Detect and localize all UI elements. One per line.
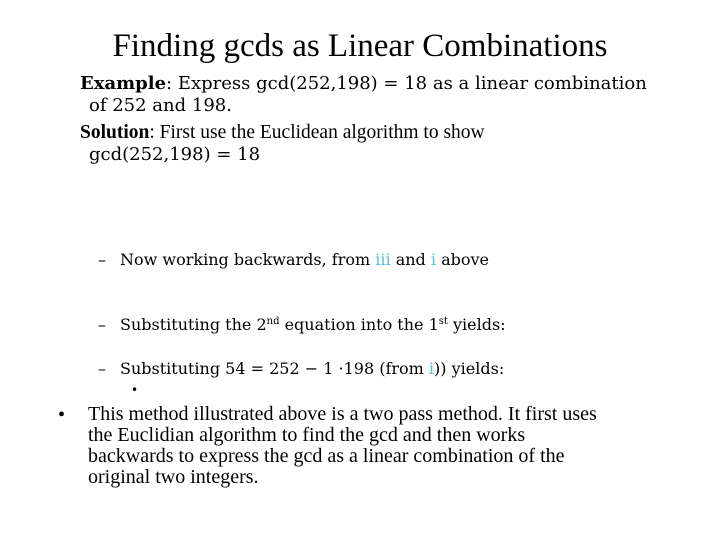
solution-paragraph bbox=[80, 122, 680, 166]
slide-title: Finding gcds as Linear Combinations bbox=[112, 28, 608, 64]
step-working-backwards bbox=[98, 250, 489, 269]
closing-bullet: • bbox=[58, 404, 66, 426]
step-text: Now working backwards, from bbox=[120, 250, 376, 269]
step-substituting-second bbox=[98, 315, 506, 334]
step-text: and bbox=[390, 250, 431, 269]
step-text: Substituting 54 = 252 − 1 ·198 (from bbox=[120, 359, 429, 378]
closing-line1: This method illustrated above is a two pass method. It first uses bbox=[88, 403, 597, 425]
step-sup-st: st bbox=[438, 316, 448, 327]
solution-text-line1: : First use the Euclidean algorithm to show bbox=[149, 122, 485, 143]
solution-text-line2: gcd(252,198) = 18 bbox=[89, 144, 261, 165]
step-text: above bbox=[436, 250, 490, 269]
solution-label: Solution bbox=[80, 122, 150, 143]
step-text: Substituting the 2 bbox=[120, 315, 267, 334]
step-text: )) yields: bbox=[434, 359, 505, 378]
example-text-line1: : Express gcd(252,198) = 18 as a linear combination bbox=[166, 73, 647, 94]
step-dash: – bbox=[98, 315, 106, 334]
example-paragraph bbox=[80, 73, 680, 117]
step-ref-i: i bbox=[428, 359, 435, 378]
step-text: equation into the 1 bbox=[279, 315, 439, 334]
closing-line4: original two integers. bbox=[88, 466, 259, 488]
step-ref-i: i bbox=[430, 250, 436, 269]
step-dash: – bbox=[98, 359, 106, 378]
example-label: Example bbox=[80, 73, 167, 94]
step-sup-nd: nd bbox=[266, 316, 280, 327]
closing-paragraph bbox=[88, 404, 688, 488]
closing-line2: the Euclidian algorithm to find the gcd and then works bbox=[88, 424, 526, 446]
empty-bullet: • bbox=[131, 383, 139, 397]
example-text-line2: of 252 and 198. bbox=[89, 95, 232, 116]
step-dash: – bbox=[98, 250, 106, 269]
step-text: yields: bbox=[447, 315, 506, 334]
step-substituting-54 bbox=[98, 359, 504, 378]
closing-line3: backwards to express the gcd as a linear combination of the bbox=[88, 445, 565, 467]
step-ref-iii: iii bbox=[375, 250, 391, 269]
